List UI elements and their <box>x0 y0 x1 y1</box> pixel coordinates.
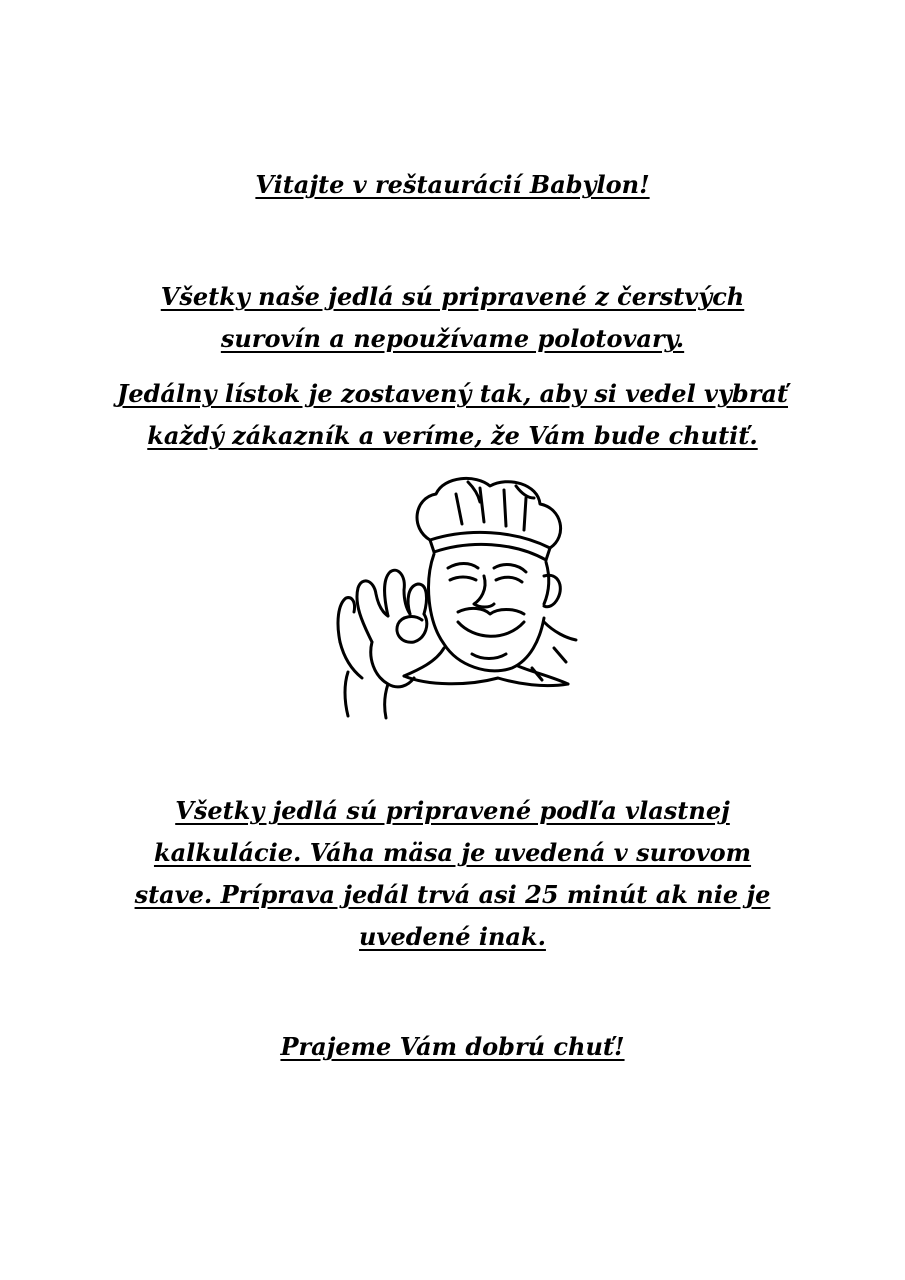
fresh-ingredients-paragraph <box>0 276 905 360</box>
calculation-paragraph <box>0 790 905 958</box>
calculation-line-4: uvedené inak. <box>359 922 546 951</box>
closing-wish <box>0 1026 905 1068</box>
menu-paragraph <box>0 373 905 457</box>
welcome-line-1: Vitajte v reštaurácií Babylon! <box>255 170 650 199</box>
fresh-line-1: Všetky naše jedlá sú pripravené z čerstvých <box>160 282 745 311</box>
welcome-heading <box>0 164 905 206</box>
menu-line-1: Jedálny lístok je zostavený tak, aby si vedel vybrať <box>117 379 788 408</box>
fresh-line-2: surovín a nepoužívame polotovary. <box>220 324 685 353</box>
chef-okay-gesture-icon <box>318 472 588 720</box>
closing-line-1: Prajeme Vám dobrú chuť! <box>280 1032 625 1061</box>
calculation-line-3: stave. Príprava jedál trvá asi 25 minút ak nie je <box>134 880 771 909</box>
calculation-line-2: kalkulácie. Váha mäsa je uvedená v surovom <box>153 838 752 867</box>
calculation-line-1: Všetky jedlá sú pripravené podľa vlastnej <box>175 796 730 825</box>
menu-line-2: každý zákazník a veríme, že Vám bude chutiť. <box>147 421 758 450</box>
